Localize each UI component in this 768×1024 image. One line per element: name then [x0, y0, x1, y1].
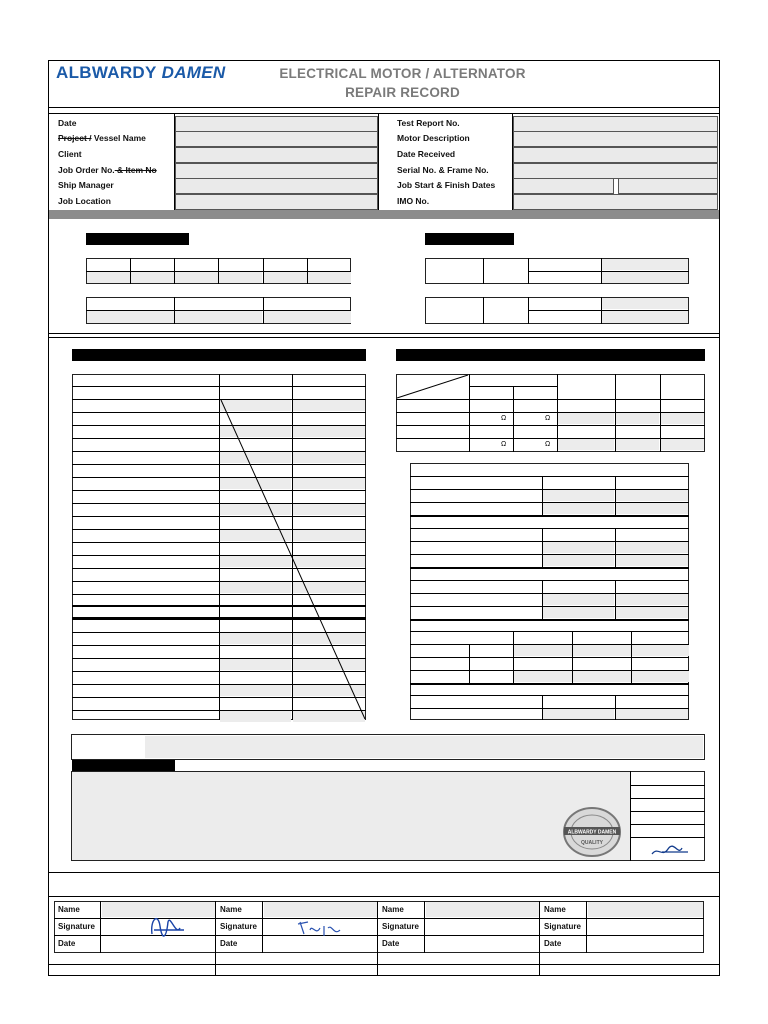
header-divider-2	[48, 113, 720, 114]
stamp-text-top: ALBWARDY DAMEN	[567, 829, 617, 836]
section-band	[49, 210, 719, 219]
grid-line	[469, 386, 557, 387]
grid-line	[483, 297, 484, 324]
sig-name-label: Name	[382, 905, 404, 914]
sig-signature-label: Signature	[544, 922, 581, 931]
grid-line	[72, 490, 366, 491]
grid-line	[630, 811, 705, 812]
info-label-left: Job Order No. & Item No	[58, 165, 157, 175]
grid-line	[410, 476, 689, 477]
grid-line	[72, 594, 366, 595]
test-heading-right	[396, 349, 705, 361]
info-field-left[interactable]	[175, 163, 378, 179]
test-value-cell[interactable]	[293, 633, 365, 644]
grid-line	[72, 412, 366, 413]
measure-value-cell[interactable]	[543, 490, 614, 501]
info-field-right[interactable]	[513, 194, 718, 210]
spec-value-cell[interactable]	[264, 272, 307, 283]
test-value-cell[interactable]	[293, 556, 365, 567]
test-value-cell[interactable]	[220, 478, 291, 489]
bearing-value-cell[interactable]	[632, 671, 689, 682]
section-divider-2	[48, 337, 720, 338]
info-label-left: Ship Manager	[58, 180, 114, 190]
test-value-cell[interactable]	[220, 504, 291, 515]
header-divider	[48, 107, 720, 108]
test-value-cell[interactable]	[293, 426, 365, 437]
comments-field[interactable]	[72, 772, 630, 860]
spec-value-cell[interactable]	[308, 272, 351, 283]
grid-line	[215, 901, 216, 976]
grid-line	[72, 605, 366, 607]
signature-2	[294, 914, 350, 944]
sig-name-field[interactable]	[588, 902, 703, 917]
grid-line	[72, 438, 366, 439]
quality-stamp	[562, 806, 622, 858]
measure-value-cell[interactable]	[616, 709, 688, 719]
grid-line	[72, 542, 366, 543]
grid-line	[72, 671, 366, 672]
test-value-cell[interactable]	[293, 659, 365, 670]
grid-line	[72, 697, 366, 698]
spec-value-cell[interactable]	[87, 272, 130, 283]
test-value-cell[interactable]	[220, 633, 291, 644]
info-label-right: Test Report No.	[397, 118, 460, 128]
ohm-unit: Ω	[501, 441, 507, 448]
insulation-value-cell[interactable]	[558, 413, 614, 424]
measure-value-cell[interactable]	[543, 555, 614, 566]
grid-line	[262, 901, 263, 953]
info-label-left: Project / Vessel Name	[58, 133, 146, 143]
grid-line	[630, 824, 705, 825]
info-label-right: Motor Description	[397, 133, 470, 143]
grid-line	[513, 386, 514, 452]
grid-line	[410, 528, 689, 529]
sig-signature-label: Signature	[382, 922, 419, 931]
spec-value-cell[interactable]	[602, 311, 688, 323]
sig-date-label: Date	[382, 939, 400, 948]
ohm-unit: Ω	[545, 441, 551, 448]
spec-value-cell[interactable]	[602, 298, 688, 309]
job-finish-date-field[interactable]	[618, 178, 718, 194]
info-field-left[interactable]	[175, 131, 378, 147]
grid-line	[539, 901, 540, 976]
ohm-unit: Ω	[545, 415, 551, 422]
sig-date-label: Date	[220, 939, 238, 948]
spec-value-cell[interactable]	[175, 311, 262, 323]
grid-line	[410, 516, 689, 517]
ohm-unit: Ω	[501, 415, 507, 422]
grid-line	[377, 901, 378, 976]
info-field-right[interactable]	[513, 147, 718, 163]
bearing-value-cell[interactable]	[514, 645, 572, 656]
info-label-right: IMO No.	[397, 196, 430, 206]
measure-value-cell[interactable]	[616, 490, 688, 501]
grid-line	[72, 568, 366, 569]
grid-line	[630, 785, 705, 786]
grid-line	[410, 657, 689, 658]
info-field-right[interactable]	[513, 163, 718, 179]
spec-value-cell[interactable]	[219, 272, 262, 283]
sig-signature-label: Signature	[220, 922, 257, 931]
form-title-line2: REPAIR RECORD	[345, 85, 460, 100]
grid-line	[469, 644, 470, 683]
measure-value-cell[interactable]	[616, 555, 688, 566]
measure-value-cell[interactable]	[616, 607, 688, 618]
info-label-right: Date Received	[397, 149, 456, 159]
bearing-value-cell[interactable]	[514, 671, 572, 682]
measure-value-cell[interactable]	[543, 607, 614, 618]
info-field-left[interactable]	[175, 178, 378, 194]
grid-line	[72, 386, 366, 387]
test-value-cell[interactable]	[220, 556, 291, 567]
measure-value-cell[interactable]	[543, 709, 614, 719]
spec-value-cell[interactable]	[264, 311, 351, 323]
grid-line	[72, 645, 366, 646]
sig-divider-2	[48, 896, 720, 897]
info-field-left[interactable]	[175, 147, 378, 163]
measure-value-cell[interactable]	[616, 503, 688, 514]
spec-value-cell[interactable]	[602, 272, 688, 283]
grid-line	[424, 901, 425, 953]
bearing-value-cell[interactable]	[632, 645, 689, 656]
grid-line	[630, 798, 705, 799]
measure-value-cell[interactable]	[543, 542, 614, 553]
test-value-cell[interactable]	[293, 478, 365, 489]
sig-name-field[interactable]	[426, 902, 539, 917]
info-divider	[174, 114, 175, 210]
info-label-right: Job Start & Finish Dates	[397, 180, 496, 190]
bearing-value-cell[interactable]	[573, 645, 631, 656]
info-label-left: Date	[58, 118, 77, 128]
test-value-cell[interactable]	[220, 711, 291, 722]
test-value-cell[interactable]	[293, 582, 365, 593]
sig-date-label: Date	[58, 939, 76, 948]
remarks-field[interactable]	[145, 736, 703, 758]
insulation-value-cell[interactable]	[558, 439, 614, 450]
sig-name-label: Name	[544, 905, 566, 914]
job-start-date-field[interactable]	[513, 178, 614, 194]
measure-value-cell[interactable]	[616, 542, 688, 553]
info-field-left[interactable]	[175, 194, 378, 210]
sig-name-label: Name	[58, 905, 80, 914]
insulation-value-cell[interactable]	[616, 413, 659, 424]
test-value-cell[interactable]	[220, 452, 291, 463]
test-value-cell[interactable]	[293, 711, 365, 722]
sig-signature-label: Signature	[58, 922, 95, 931]
spec-heading-right	[425, 233, 514, 245]
stamp-text-bottom: QUALITY	[581, 840, 603, 846]
grid-line	[396, 399, 705, 400]
grid-line	[48, 964, 720, 965]
comments-heading	[72, 760, 175, 771]
grid-line	[483, 258, 484, 284]
test-value-cell[interactable]	[220, 685, 291, 696]
info-label-right: Serial No. & Frame No.	[397, 165, 489, 175]
sig-divider	[48, 872, 720, 873]
spec-value-cell[interactable]	[131, 272, 174, 283]
signature-1	[146, 906, 188, 946]
test-value-cell[interactable]	[220, 659, 291, 670]
grid-line	[410, 620, 689, 621]
grid-line	[586, 901, 587, 953]
test-value-cell[interactable]	[293, 452, 365, 463]
grid-line	[410, 684, 689, 685]
info-field-right[interactable]	[513, 131, 718, 147]
test-heading-left	[72, 349, 366, 361]
grid-line	[410, 695, 689, 696]
info-label-left: Client	[58, 149, 82, 159]
measure-value-cell[interactable]	[616, 594, 688, 605]
spec-value-cell[interactable]	[175, 272, 218, 283]
grid-line	[396, 425, 705, 426]
info-divider	[512, 114, 513, 210]
grid-line	[630, 837, 705, 838]
insulation-value-cell[interactable]	[661, 439, 704, 450]
test-value-cell[interactable]	[220, 582, 291, 593]
sig-name-label: Name	[220, 905, 242, 914]
test-value-cell[interactable]	[293, 504, 365, 515]
spec-value-cell[interactable]	[87, 311, 174, 323]
measure-value-cell[interactable]	[543, 594, 614, 605]
info-label-left: Job Location	[58, 196, 111, 206]
test-value-cell[interactable]	[293, 400, 365, 411]
grid-line	[72, 464, 366, 465]
insulation-value-cell[interactable]	[616, 439, 659, 450]
grid-line	[410, 631, 689, 632]
info-field-left[interactable]	[175, 116, 378, 132]
test-value-cell[interactable]	[220, 400, 291, 411]
sig-date-label: Date	[544, 939, 562, 948]
info-divider	[378, 114, 379, 210]
test-value-cell[interactable]	[220, 530, 291, 541]
grid-line	[72, 516, 366, 517]
company-logo: ALBWARDY DAMEN	[56, 63, 226, 82]
spec-value-cell[interactable]	[602, 259, 688, 270]
grid-line	[410, 580, 689, 581]
grid-line	[72, 619, 366, 620]
info-field-right[interactable]	[513, 116, 718, 132]
spec-heading-left	[86, 233, 189, 245]
bearing-value-cell[interactable]	[573, 671, 631, 682]
grid-line	[72, 617, 366, 619]
form-title-line1: ELECTRICAL MOTOR / ALTERNATOR	[279, 66, 526, 81]
grid-line	[410, 568, 689, 569]
section-divider	[48, 333, 720, 334]
insulation-value-cell[interactable]	[661, 413, 704, 424]
approval-signature	[648, 840, 692, 862]
test-value-cell[interactable]	[293, 530, 365, 541]
measure-value-cell[interactable]	[543, 503, 614, 514]
test-value-cell[interactable]	[293, 685, 365, 696]
grid-line	[100, 901, 101, 953]
test-value-cell[interactable]	[220, 426, 291, 437]
